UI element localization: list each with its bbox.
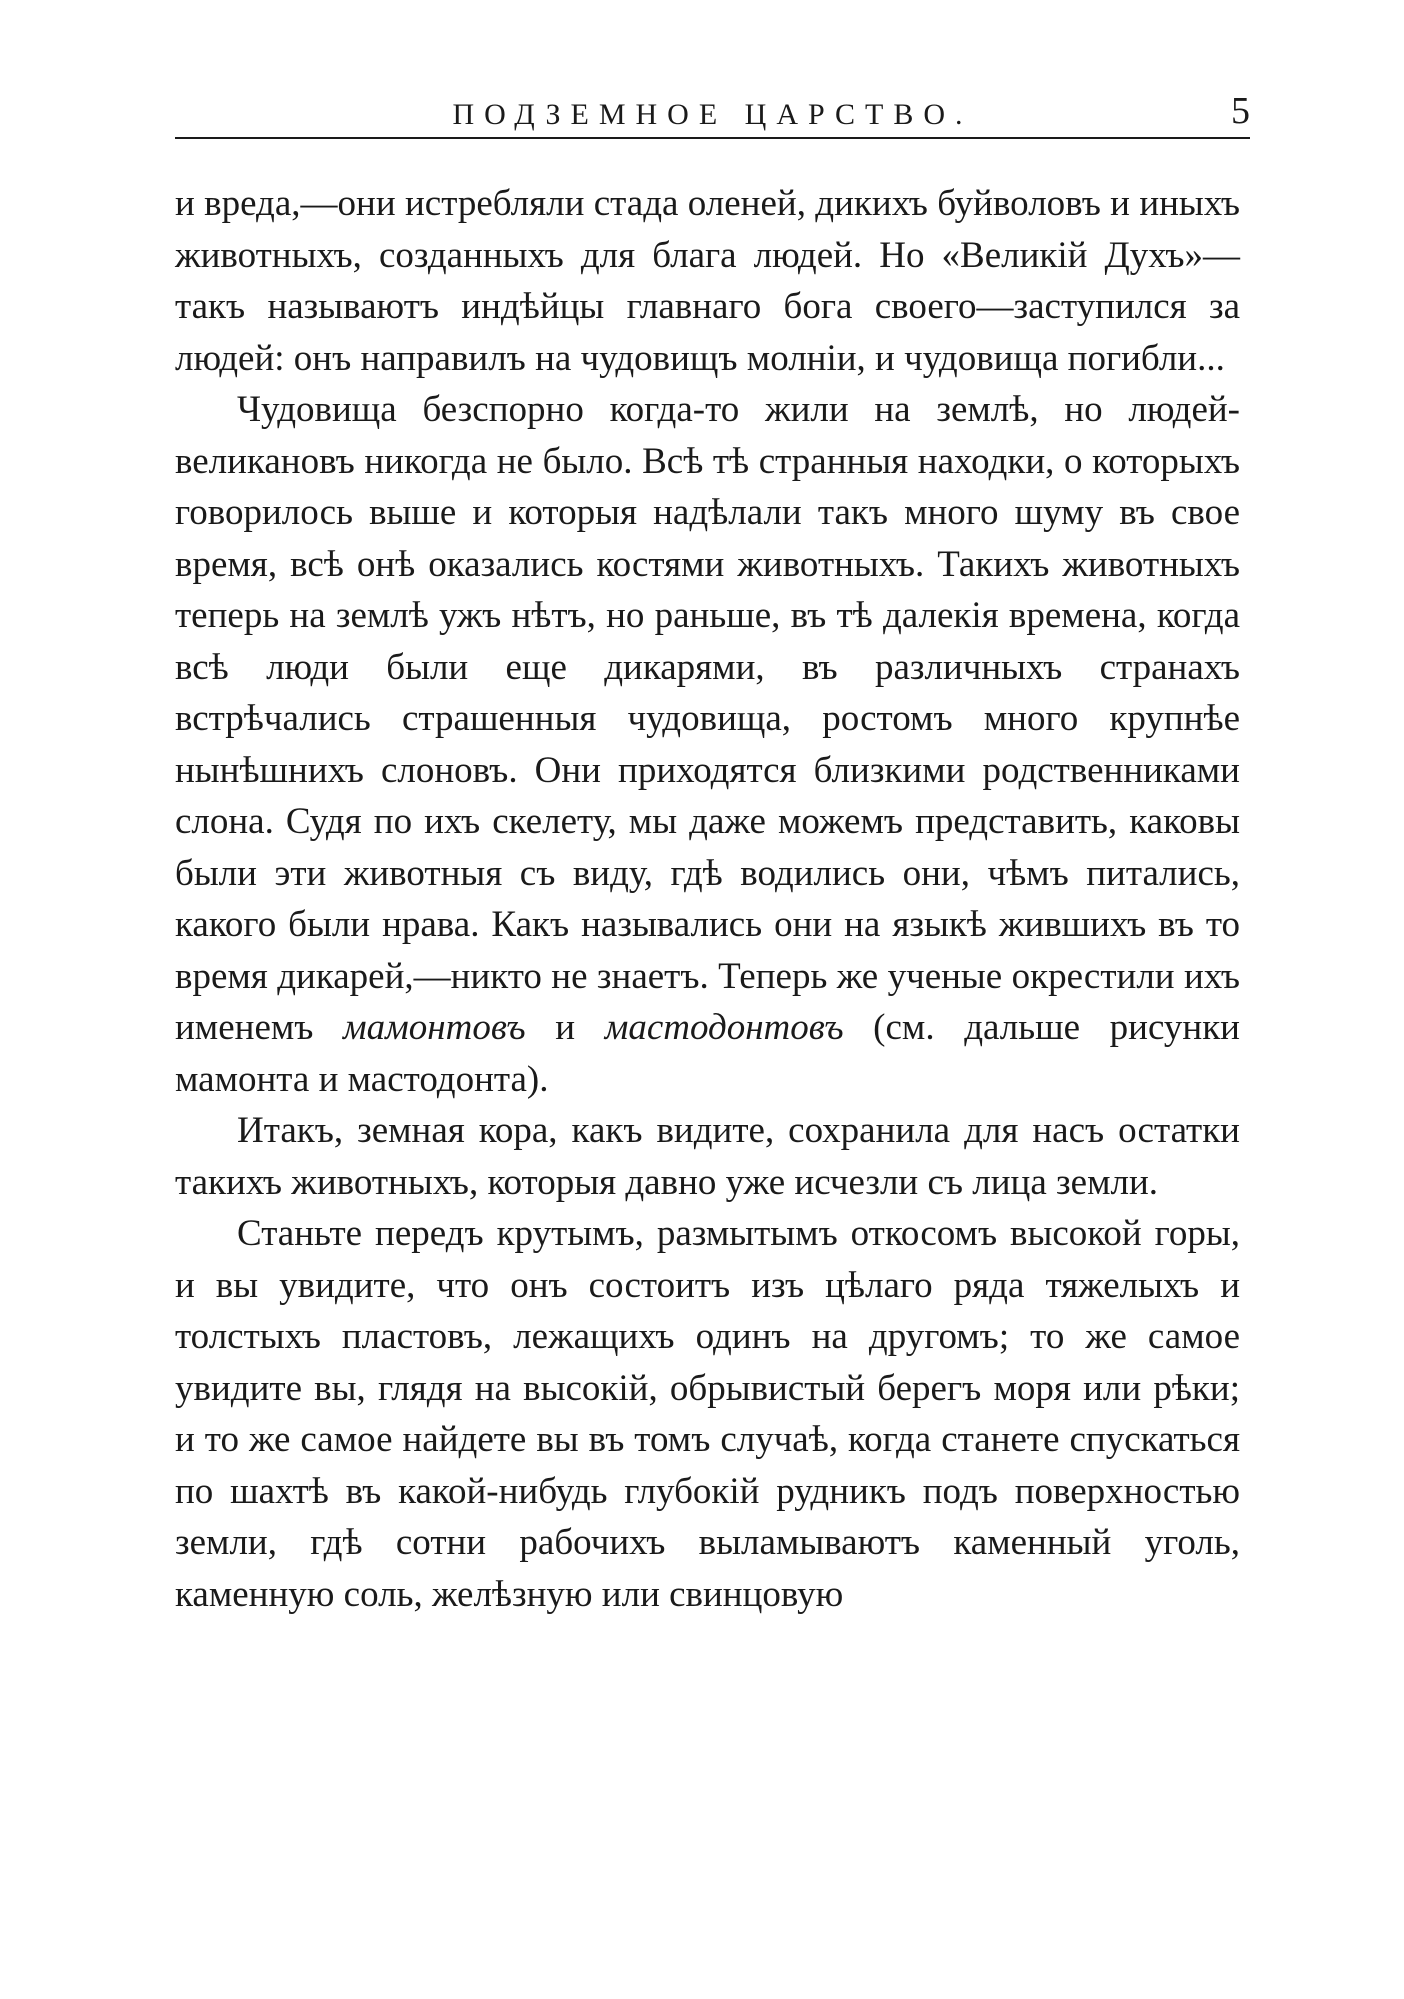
body-text [175,178,1240,1620]
paragraph-monsters [175,384,1240,1105]
text-segment: и [525,1007,605,1048]
header-rule [175,137,1250,139]
italic-term-mastodons: мастодонтовъ [604,1007,844,1048]
paragraph-earth-crust [175,1105,1240,1208]
text-segment: (см. дальше рисунки мамонта и мастодонта). [175,1007,1240,1100]
running-head [175,90,1250,135]
text-segment: Чудовища безспорно когда-то жили на землѣ, но людей-великановъ никогда не было. Всѣ тѣ странныя находки, о которыхъ говорилось выше и которыя надѣлали такъ много шуму въ свое время, всѣ онѣ оказались костями животныхъ. Такихъ животныхъ теперь на землѣ ужъ нѣтъ, но раньше, въ тѣ далекія времена, когда всѣ люди были еще дикарями, въ различныхъ странахъ встрѣчались страшенныя чудовища, ростомъ много крупнѣе нынѣшнихъ слоновъ. Они приходятся близкими родственниками слона. Судя по ихъ скелету, мы даже можемъ представить, каковы были эти животныя съ виду, гдѣ водились они, чѣмъ питались, какого были нрава. Какъ назывались они на языкѣ жившихъ въ то время дикарей,—никто не знаетъ. Теперь же ученые окрестили ихъ именемъ [175,389,1240,1048]
paragraph-continued [175,178,1240,384]
text-segment: Итакъ, земная кора, какъ видите, сохранила для насъ остатки такихъ животныхъ, которыя давно уже исчезли съ лица земли. [175,1110,1240,1203]
page-number: 5 [1231,90,1250,132]
italic-term-mammoths: мамонтовъ [343,1007,526,1048]
text-segment: Станьте передъ крутымъ, размытымъ откосомъ высокой горы, и вы увидите, что онъ состоитъ изъ цѣлаго ряда тяжелыхъ и толстыхъ пластовъ, лежащихъ одинъ на другомъ; то же самое увидите вы, глядя на высокій, обрывистый берегъ моря или рѣки; и то же самое найдете вы въ томъ случаѣ, когда станете спускаться по шахтѣ въ какой-нибудь глубокій рудникъ подъ поверхностью земли, гдѣ сотни рабочихъ выламываютъ каменный уголь, каменную соль, желѣзную или свинцовую [175,1213,1240,1615]
running-title: ПОДЗЕМНОЕ ЦАРСТВО. [452,98,973,131]
text-segment: и вреда,—они истребляли стада оленей, дикихъ буйволовъ и иныхъ животныхъ, созданныхъ для блага людей. Но «Великій Духъ»—такъ называютъ индѣйцы главнаго бога своего—заступился за людей: онъ направилъ на чудовищъ молніи, и чудовища погибли... [175,183,1240,379]
paragraph-strata [175,1208,1240,1620]
